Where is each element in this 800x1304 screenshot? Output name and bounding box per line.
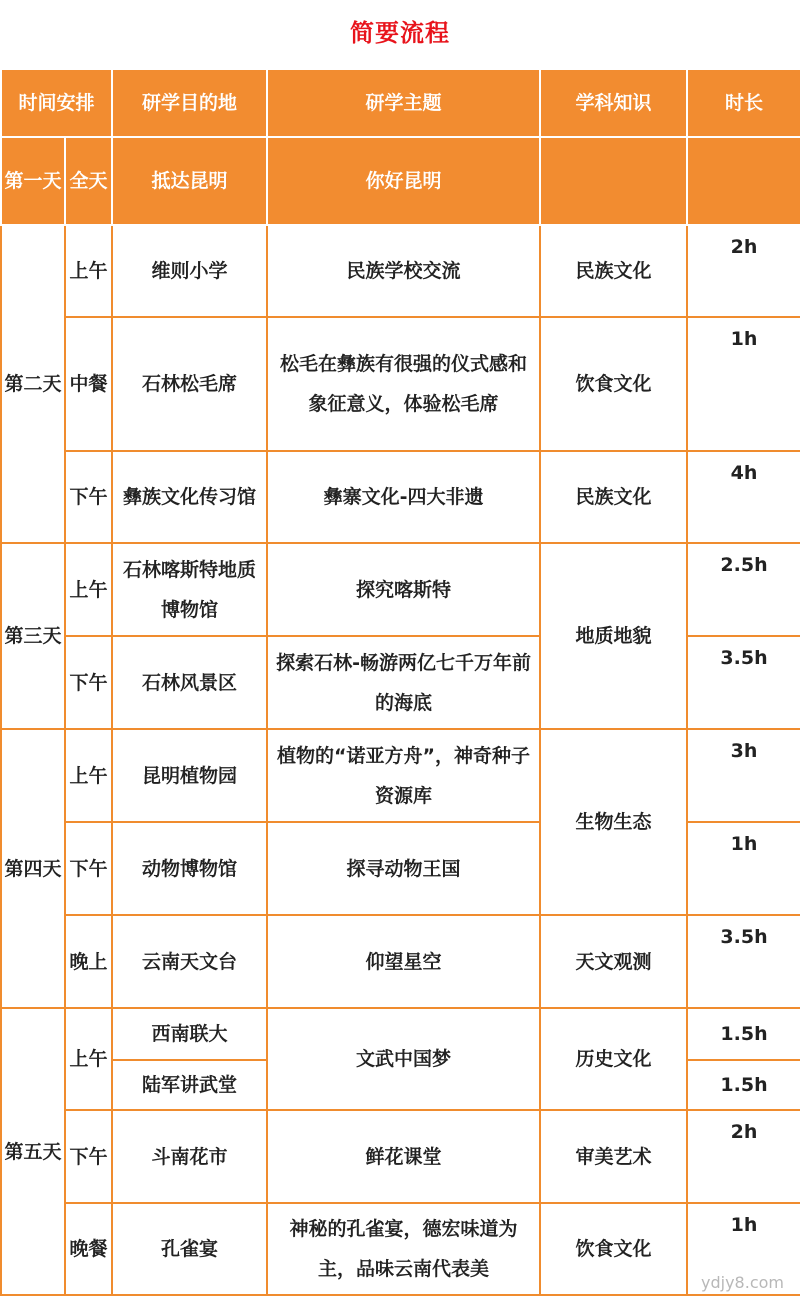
place-cell: 斗南花市 [112, 1110, 267, 1203]
table-row [1, 137, 800, 225]
duration-cell: 3.5h [687, 915, 800, 1008]
duration-cell: 1.5h [687, 1060, 800, 1110]
header-subject: 学科知识 [540, 69, 687, 137]
duration-cell: 1h [687, 822, 800, 915]
duration-cell: 1h [687, 317, 800, 451]
table-row [1, 225, 800, 317]
table-row [1, 729, 800, 822]
place-cell: 西南联大 [112, 1008, 267, 1060]
period-label: 全天 [65, 137, 112, 225]
period-label: 晚餐 [65, 1203, 112, 1295]
day-label: 第五天 [1, 1008, 65, 1295]
period-label: 下午 [65, 451, 112, 543]
subject-cell [540, 137, 687, 225]
table-row [1, 543, 800, 636]
period-label: 下午 [65, 822, 112, 915]
subject-cell: 生物生态 [540, 729, 687, 915]
duration-cell: 2h [687, 225, 800, 317]
period-label: 上午 [65, 729, 112, 822]
table-row [1, 915, 800, 1008]
period-label: 上午 [65, 225, 112, 317]
place-cell: 石林松毛席 [112, 317, 267, 451]
place-cell: 昆明植物园 [112, 729, 267, 822]
duration-cell: 1h [687, 1203, 800, 1295]
theme-cell: 鲜花课堂 [267, 1110, 540, 1203]
theme-cell: 文武中国梦 [267, 1008, 540, 1110]
subject-cell: 天文观测 [540, 915, 687, 1008]
table-row [1, 1110, 800, 1203]
duration-cell: 2.5h [687, 543, 800, 636]
day-label: 第一天 [1, 137, 65, 225]
duration-cell: 3.5h [687, 636, 800, 729]
table-row [1, 317, 800, 451]
subject-cell: 民族文化 [540, 451, 687, 543]
header-place: 研学目的地 [112, 69, 267, 137]
header-row [1, 69, 800, 137]
subject-cell: 饮食文化 [540, 317, 687, 451]
table-row [1, 1008, 800, 1060]
theme-cell: 松毛在彝族有很强的仪式感和象征意义，体验松毛席 [267, 317, 540, 451]
day-label: 第四天 [1, 729, 65, 1008]
duration-cell [687, 137, 800, 225]
place-cell: 陆军讲武堂 [112, 1060, 267, 1110]
place-cell: 彝族文化传习馆 [112, 451, 267, 543]
subject-cell: 民族文化 [540, 225, 687, 317]
place-cell: 孔雀宴 [112, 1203, 267, 1295]
subject-cell: 历史文化 [540, 1008, 687, 1110]
day-label: 第二天 [1, 225, 65, 543]
watermark-text: ydjy8.com [701, 1273, 784, 1292]
header-theme: 研学主题 [267, 69, 540, 137]
theme-cell: 民族学校交流 [267, 225, 540, 317]
theme-cell: 探寻动物王国 [267, 822, 540, 915]
header-duration: 时长 [687, 69, 800, 137]
period-label: 下午 [65, 1110, 112, 1203]
theme-cell: 神秘的孔雀宴，德宏味道为主，品味云南代表美 [267, 1203, 540, 1295]
duration-cell: 2h [687, 1110, 800, 1203]
place-cell: 维则小学 [112, 225, 267, 317]
itinerary-table [0, 68, 800, 1296]
table-row [1, 451, 800, 543]
table-row [1, 1203, 800, 1295]
place-cell: 石林喀斯特地质博物馆 [112, 543, 267, 636]
theme-cell: 植物的“诺亚方舟”，神奇种子资源库 [267, 729, 540, 822]
period-label: 晚上 [65, 915, 112, 1008]
period-label: 中餐 [65, 317, 112, 451]
duration-cell: 3h [687, 729, 800, 822]
theme-cell: 彝寨文化-四大非遗 [267, 451, 540, 543]
period-label: 上午 [65, 543, 112, 636]
theme-cell: 你好昆明 [267, 137, 540, 225]
period-label: 下午 [65, 636, 112, 729]
theme-cell: 探究喀斯特 [267, 543, 540, 636]
theme-cell: 仰望星空 [267, 915, 540, 1008]
subject-cell: 审美艺术 [540, 1110, 687, 1203]
page-title: 简要流程 [350, 18, 450, 47]
place-cell: 动物博物馆 [112, 822, 267, 915]
duration-cell: 1.5h [687, 1008, 800, 1060]
subject-cell: 饮食文化 [540, 1203, 687, 1295]
place-cell: 石林风景区 [112, 636, 267, 729]
place-cell: 抵达昆明 [112, 137, 267, 225]
period-label: 上午 [65, 1008, 112, 1110]
theme-cell: 探索石林-畅游两亿七千万年前的海底 [267, 636, 540, 729]
subject-cell: 地质地貌 [540, 543, 687, 729]
header-time: 时间安排 [1, 69, 112, 137]
duration-cell: 4h [687, 451, 800, 543]
place-cell: 云南天文台 [112, 915, 267, 1008]
day-label: 第三天 [1, 543, 65, 729]
